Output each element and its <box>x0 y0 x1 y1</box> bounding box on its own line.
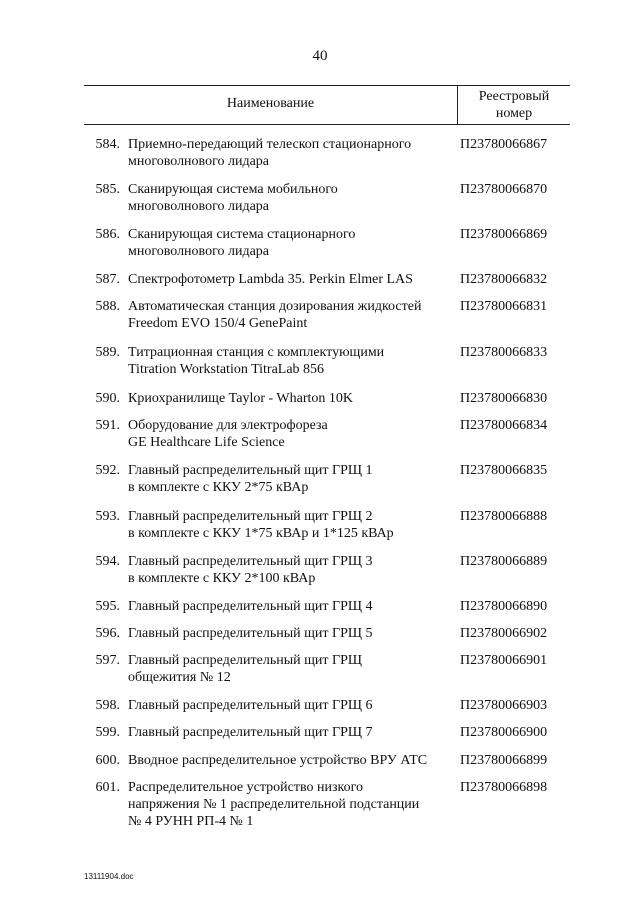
row-number: 591. <box>95 418 120 433</box>
header-name: Наименование <box>226 96 315 111</box>
row-name <box>128 181 458 215</box>
row-name-line: Главный распределительный щит ГРЩ 7 <box>128 725 373 740</box>
page-number: 40 <box>312 48 328 64</box>
row-registry-number: П23780066902 <box>460 626 548 641</box>
row-number: 587. <box>95 272 120 287</box>
row-number: 600. <box>95 753 120 768</box>
header-registry-line1: Реестровый <box>478 89 550 104</box>
row-name-line: № 4 РУНН РП-4 № 1 <box>128 814 254 829</box>
row-registry-number: П23780066832 <box>460 272 548 287</box>
row-name-line: Titration Workstation TitraLab 856 <box>128 362 325 377</box>
row-name-line: Приемно-передающий телескоп стационарного <box>128 137 412 152</box>
row-name-line: многоволнового лидара <box>128 199 269 214</box>
row-name <box>128 417 458 451</box>
row-name-line: Криохранилище Taylor - Wharton 10K <box>128 391 353 406</box>
row-registry-number: П23780066833 <box>460 345 548 360</box>
row-number: 585. <box>95 182 120 197</box>
row-name-line: в комплекте с ККУ 2*75 кВАр <box>128 480 309 495</box>
row-registry-number: П23780066889 <box>460 554 548 569</box>
row-name <box>128 508 458 542</box>
row-registry-number: П23780066899 <box>460 753 548 768</box>
row-number: 596. <box>95 626 120 641</box>
row-name-line: Главный распределительный щит ГРЩ 2 <box>128 509 373 524</box>
row-registry-number: П23780066867 <box>460 137 548 152</box>
footer-filename: 13111904.doc <box>84 872 134 881</box>
row-name-line: общежития № 12 <box>128 670 231 685</box>
row-number: 590. <box>95 391 120 406</box>
row-name <box>128 598 458 615</box>
row-name <box>128 752 458 769</box>
row-name <box>128 136 458 170</box>
row-name-line: Главный распределительный щит ГРЩ 6 <box>128 698 373 713</box>
row-number: 588. <box>95 299 120 314</box>
row-registry-number: П23780066830 <box>460 391 548 406</box>
row-registry-number: П23780066901 <box>460 653 548 668</box>
row-name-line: Главный распределительный щит ГРЩ <box>128 653 362 668</box>
row-number: 594. <box>95 554 120 569</box>
row-name <box>128 779 458 830</box>
row-name-line: Распределительное устройство низкого <box>128 780 363 795</box>
row-name <box>128 344 458 378</box>
row-name-line: Главный распределительный щит ГРЩ 3 <box>128 554 373 569</box>
row-registry-number: П23780066900 <box>460 725 548 740</box>
row-number: 584. <box>95 137 120 152</box>
header-registry-line2: номер <box>495 106 533 121</box>
row-name <box>128 724 458 741</box>
row-name-line: многоволнового лидара <box>128 244 269 259</box>
row-registry-number: П23780066890 <box>460 599 548 614</box>
row-registry-number: П23780066835 <box>460 463 548 478</box>
row-name-line: Главный распределительный щит ГРЩ 5 <box>128 626 373 641</box>
row-name-line: Оборудование для электрофореза <box>128 418 328 433</box>
row-name-line: Сканирующая система мобильного <box>128 182 338 197</box>
row-name-line: многоволнового лидара <box>128 154 269 169</box>
row-name-line: Главный распределительный щит ГРЩ 1 <box>128 463 373 478</box>
row-registry-number: П23780066869 <box>460 227 548 242</box>
row-number: 597. <box>95 653 120 668</box>
row-name-line: напряжения № 1 распределительной подстанции <box>128 797 420 812</box>
row-name-line: Сканирующая система стационарного <box>128 227 356 242</box>
row-name-line: Спектрофотометр Lambda 35. Perkin Elmer LAS <box>128 272 413 287</box>
row-name <box>128 226 458 260</box>
row-name-line: в комплекте с ККУ 2*100 кВАр <box>128 571 316 586</box>
row-name <box>128 625 458 642</box>
row-number: 589. <box>95 345 120 360</box>
row-registry-number: П23780066898 <box>460 780 548 795</box>
header-registry-number <box>458 88 570 122</box>
row-number: 593. <box>95 509 120 524</box>
row-name-line: Автоматическая станция дозирования жидкостей <box>128 299 422 314</box>
row-name-line: Главный распределительный щит ГРЩ 4 <box>128 599 373 614</box>
row-name <box>128 697 458 714</box>
row-number: 592. <box>95 463 120 478</box>
row-name-line: GE Healthcare Life Science <box>128 435 285 450</box>
row-name-line: Freedom EVO 150/4 GenePaint <box>128 316 308 331</box>
row-name <box>128 652 458 686</box>
row-name <box>128 271 458 288</box>
row-number: 595. <box>95 599 120 614</box>
row-registry-number: П23780066888 <box>460 509 548 524</box>
row-number: 586. <box>95 227 120 242</box>
row-name <box>128 553 458 587</box>
row-registry-number: П23780066831 <box>460 299 548 314</box>
row-name-line: в комплекте с ККУ 1*75 кВАр и 1*125 кВАр <box>128 526 394 541</box>
row-registry-number: П23780066870 <box>460 182 548 197</box>
row-number: 599. <box>95 725 120 740</box>
table-header <box>84 85 570 125</box>
row-number: 601. <box>95 780 120 795</box>
row-registry-number: П23780066903 <box>460 698 548 713</box>
row-name <box>128 298 458 332</box>
row-number: 598. <box>95 698 120 713</box>
row-name <box>128 390 458 407</box>
row-name-line: Титрационная станция с комплектующими <box>128 345 385 360</box>
row-name-line: Вводное распределительное устройство ВРУ АТС <box>128 753 428 768</box>
row-name <box>128 462 458 496</box>
row-registry-number: П23780066834 <box>460 418 548 433</box>
